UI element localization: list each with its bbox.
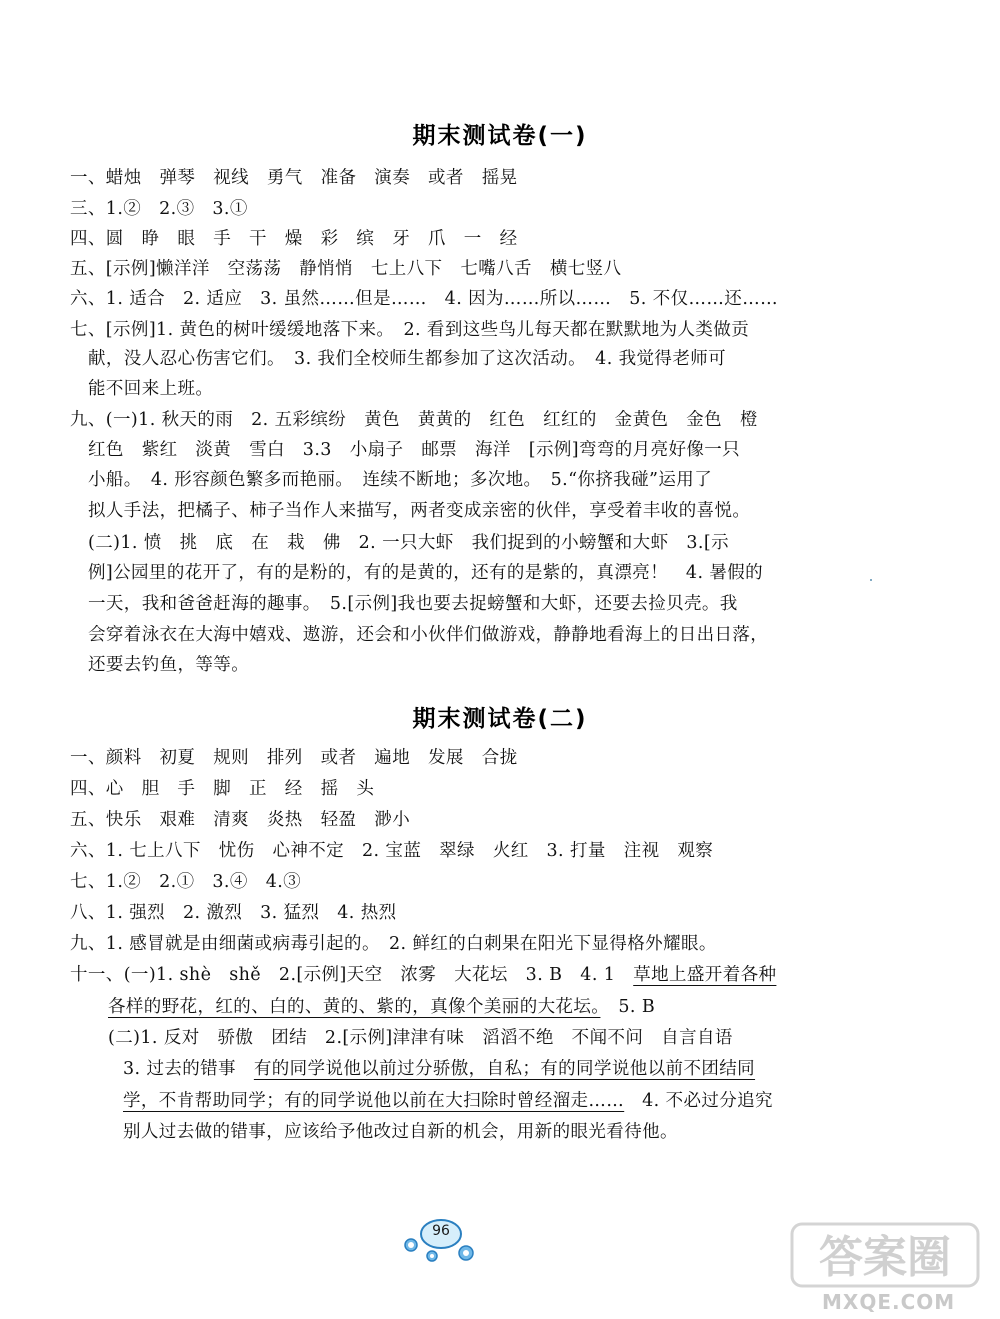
exam1-line-10: 红色 紫红 淡黄 雪白 3.3 小扇子 邮票 海洋 [示例]弯弯的月亮好像一只 xyxy=(88,440,741,460)
exam1-line-1: 一、蜡烛 弹琴 视线 勇气 准备 演奏 或者 摇晃 xyxy=(70,168,518,188)
exam2-title: 期末测试卷(二) xyxy=(412,706,588,732)
exam1-line-16: 会穿着泳衣在大海中嬉戏、遨游，还会和小伙伴们做游戏，静静地看海上的日出日落， xyxy=(88,625,769,645)
page-number: 96 xyxy=(432,1223,450,1239)
exam1-line-2: 三、1.② 2.③ 3.① xyxy=(70,199,248,219)
exam1-line-11: 小船。 4. 形容颜色繁多而艳丽。 连续不断地；多次地。 5.“你挤我碰”运用了 xyxy=(88,470,713,490)
exam2-line-4: 六、1. 七上八下 忧伤 心神不定 2. 宝蓝 翠绿 火红 3. 打量 注视 观察 xyxy=(70,841,714,861)
exam2-q11-line-4 xyxy=(123,1058,755,1080)
exam2-q11-line-6: 别人过去做的错事，应该给予他改过自新的机会，用新的眼光看待他。 xyxy=(123,1122,678,1142)
exam1-title: 期末测试卷(一) xyxy=(412,123,588,149)
exam2-line-7: 九、1. 感冒就是由细菌或病毒引起的。 2. 鲜红的白刺果在阳光下显得格外耀眼。 xyxy=(70,934,717,954)
page-number-badge xyxy=(402,1215,482,1265)
exam2-line-3: 五、快乐 艰难 清爽 炎热 轻盈 渺小 xyxy=(70,810,411,830)
q11-line-1-underlined: 草地上盛开着各种 xyxy=(633,965,777,985)
exam1-line-5: 六、1. 适合 2. 适应 3. 虽然……但是…… 4. 因为……所以…… 5. 不仅……还…… xyxy=(70,289,778,309)
exam1-line-15: 一天，我和爸爸赶海的趣事。 5.[示例]我也要去捉螃蟹和大虾，还要去捡贝壳。我 xyxy=(88,594,738,614)
exam2-line-1: 一、颜料 初夏 规则 排列 或者 遍地 发展 合拢 xyxy=(70,748,518,768)
watermark xyxy=(790,1210,990,1315)
q11-line-5-underlined: 学，不肯帮助同学；有的同学说他以前在大扫除时曾经溜走…… xyxy=(123,1091,625,1111)
q11-line-2-underlined: 各样的野花，红的、白的、黄的、紫的，真像个美丽的大花坛。 xyxy=(108,997,601,1017)
exam2-line-5: 七、1.② 2.① 3.④ 4.③ xyxy=(70,872,302,892)
q11-line-2-text: 5. B xyxy=(600,997,656,1017)
watermark-logo-icon xyxy=(790,1210,990,1290)
q11-line-4-underlined: 有的同学说他以前过分骄傲，自私；有的同学说他以前不团结同 xyxy=(253,1059,756,1079)
exam1-line-6: 七、[示例]1. 黄色的树叶缓缓地落下来。 2. 看到这些鸟儿每天都在默默地为人类做贡 xyxy=(70,320,750,340)
exam2-line-2: 四、心 胆 手 脚 正 经 摇 头 xyxy=(70,779,375,799)
watermark-text: MXQE.COM xyxy=(822,1290,956,1314)
q11-line-5-text: 4. 不必过分追究 xyxy=(624,1091,773,1111)
exam1-line-7: 献，没人忍心伤害它们。 3. 我们全校师生都参加了这次活动。 4. 我觉得老师可 xyxy=(88,349,727,369)
exam1-line-17: 还要去钓鱼，等等。 xyxy=(88,655,250,675)
watermark-logo-text: 答案圈 xyxy=(819,1232,951,1283)
q11-line-1-text: 十一、(一)1. shè shě 2.[示例]天空 浓雾 大花坛 3. B 4. 1 xyxy=(70,965,634,985)
exam1-line-12: 拟人手法，把橘子、柿子当作人来描写，两者变成亲密的伙伴，享受着丰收的喜悦。 xyxy=(88,501,751,521)
exam2-q11-line-5 xyxy=(123,1090,773,1112)
exam2-q11-line-3: (二)1. 反对 骄傲 团结 2.[示例]津津有味 滔滔不绝 不闻不问 自言自语 xyxy=(108,1028,733,1048)
exam2-q11-line-2 xyxy=(108,996,655,1018)
ink-speck xyxy=(870,579,872,581)
exam1-line-3: 四、圆 睁 眼 手 干 燥 彩 缤 牙 爪 一 经 xyxy=(70,229,518,249)
exam1-line-4: 五、[示例]懒洋洋 空荡荡 静悄悄 七上八下 七嘴八舌 横七竖八 xyxy=(70,259,622,279)
exam1-line-8: 能不回来上班。 xyxy=(88,379,214,399)
exam2-q11-line-1 xyxy=(70,964,776,986)
exam1-line-9: 九、(一)1. 秋天的雨 2. 五彩缤纷 黄色 黄黄的 红色 红红的 金黄色 金色 橙 xyxy=(70,410,758,430)
exam2-line-6: 八、1. 强烈 2. 激烈 3. 猛烈 4. 热烈 xyxy=(70,903,397,923)
exam1-line-13: (二)1. 愤 挑 底 在 栽 佛 2. 一只大虾 我们捉到的小螃蟹和大虾 3.[示 xyxy=(88,533,729,553)
q11-line-4-text: 3. 过去的错事 xyxy=(123,1059,254,1079)
exam1-line-14: 例]公园里的花开了，有的是粉的，有的是黄的，还有的是紫的，真漂亮！ 4. 暑假的 xyxy=(88,563,764,583)
